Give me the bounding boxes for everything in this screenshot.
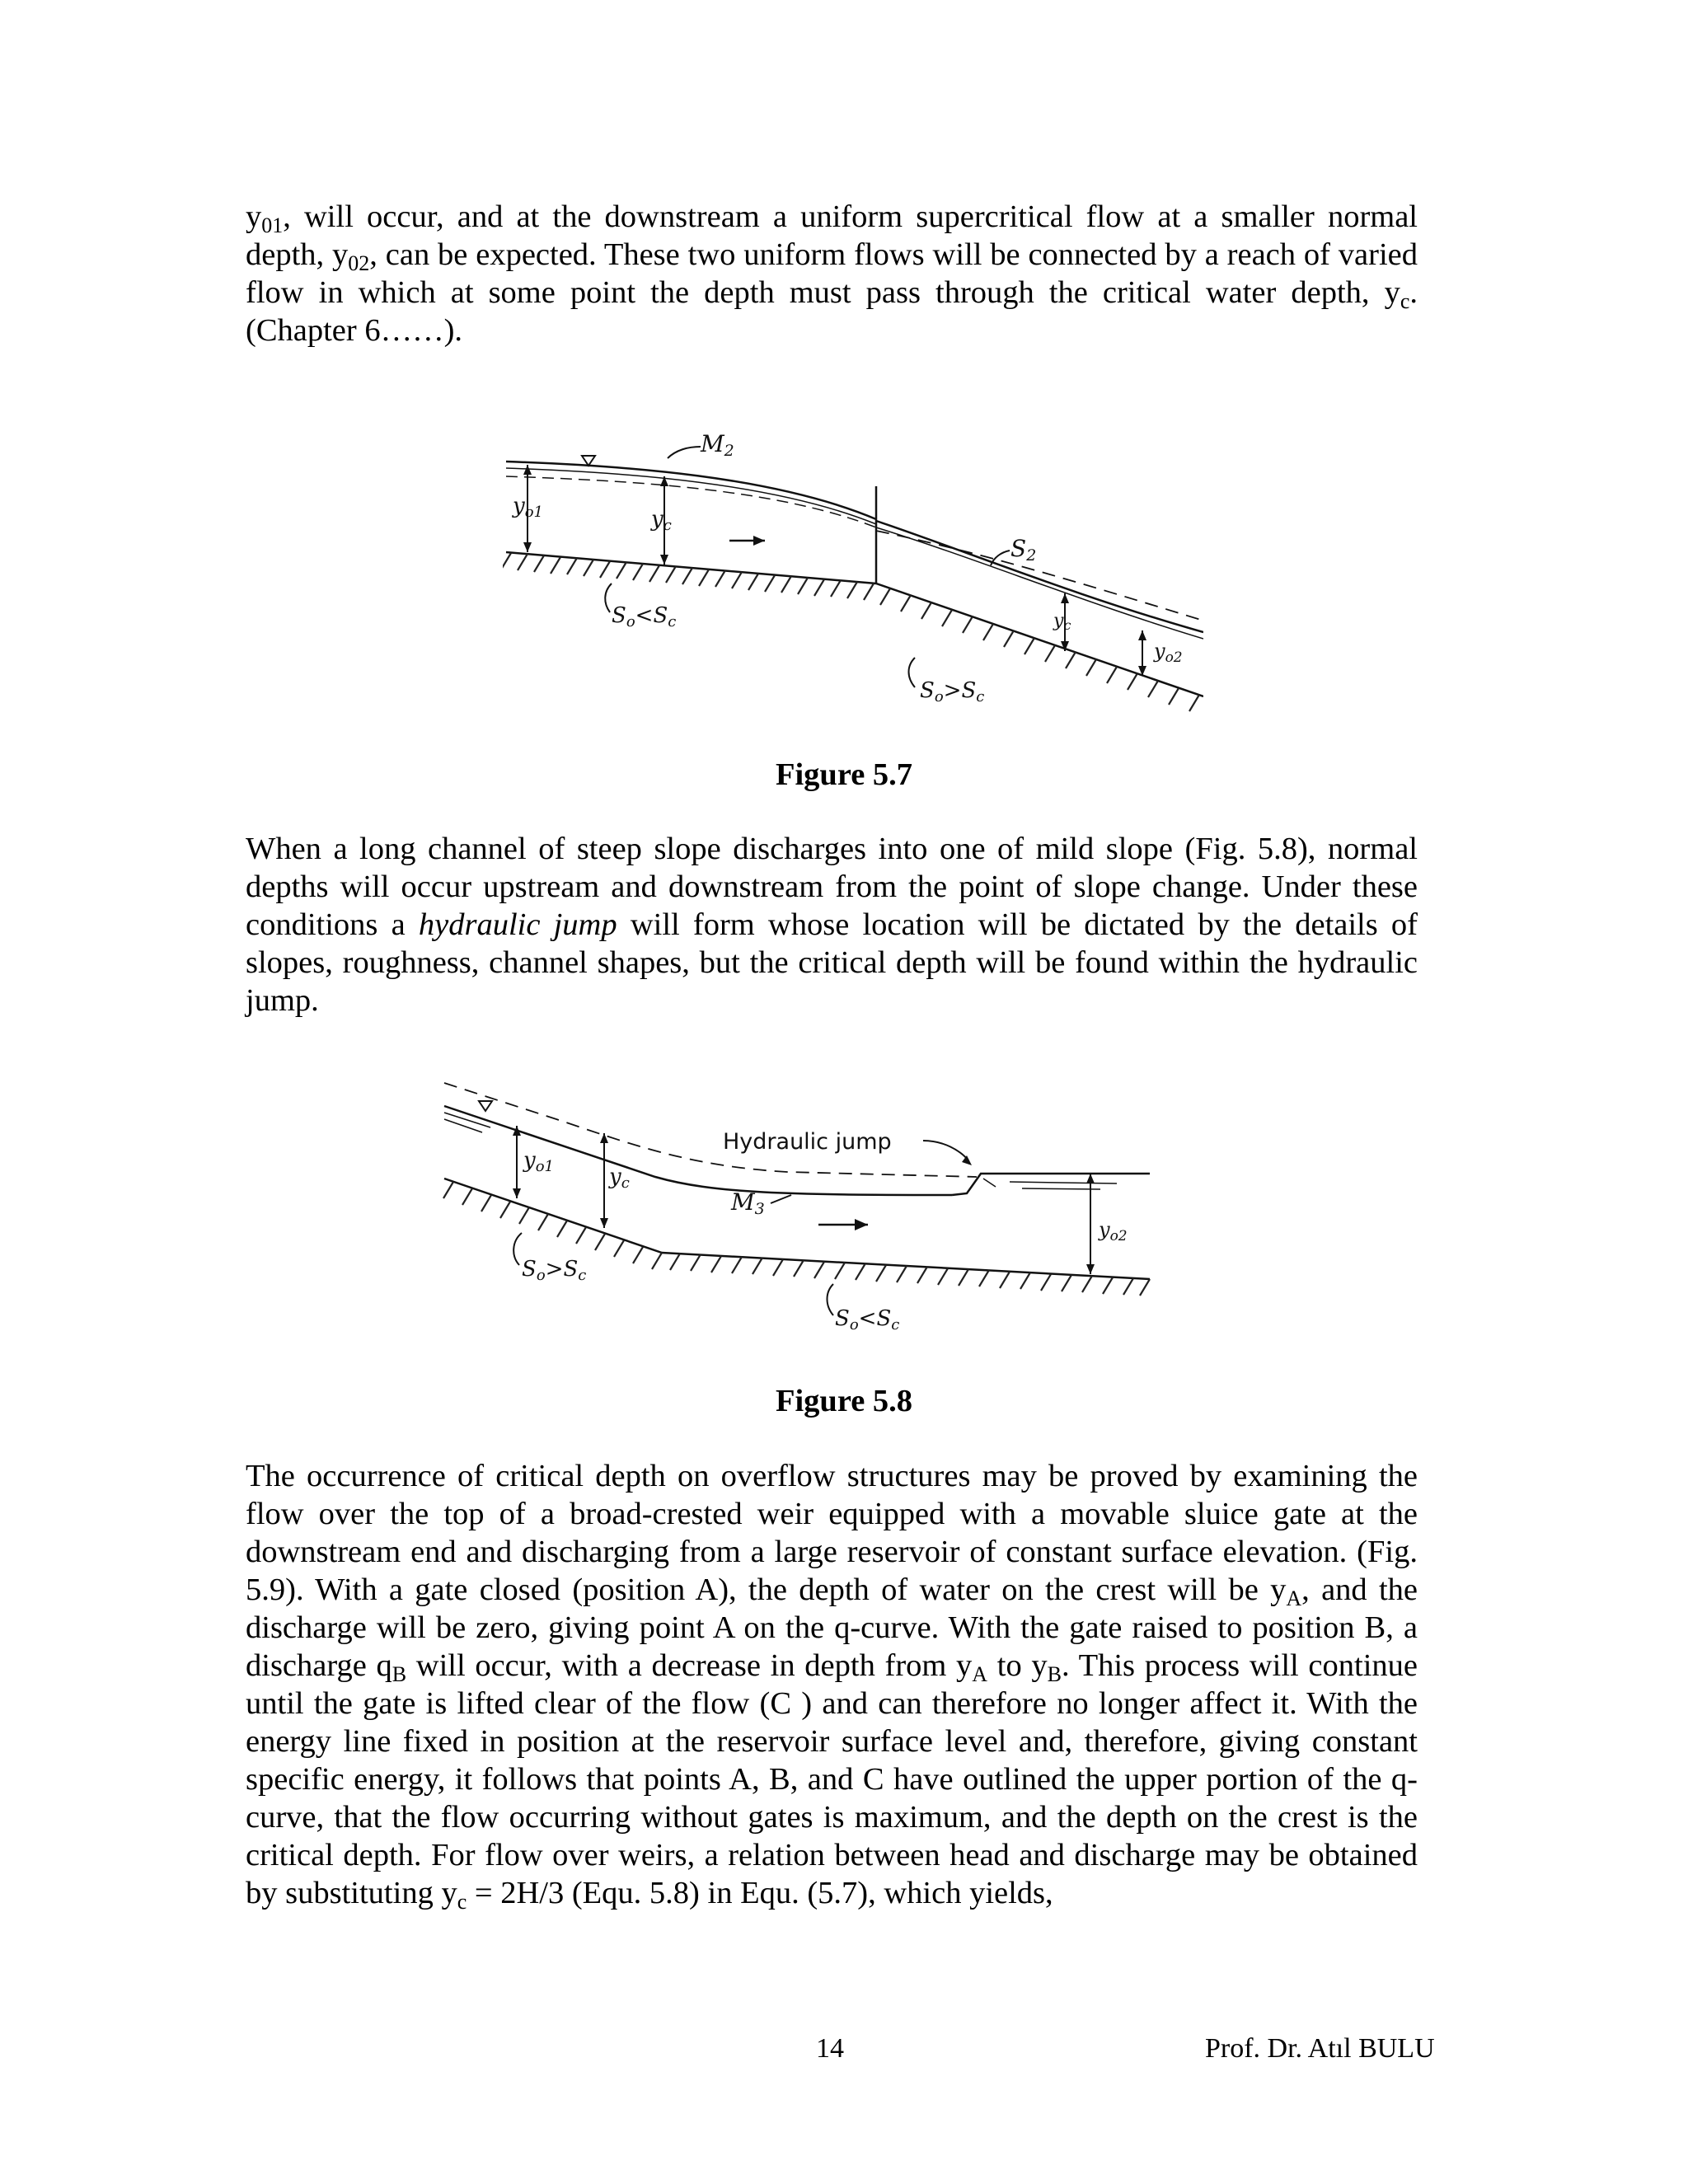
page-number: 14 <box>816 2033 844 2064</box>
so-sc-left-leader <box>605 583 612 612</box>
yc-label: yc <box>609 1165 630 1192</box>
subscript: c <box>1400 289 1410 313</box>
subscript: c <box>457 1890 467 1914</box>
figure-5-8-caption: Figure 5.8 <box>775 1384 913 1418</box>
so-sc-right-leader <box>909 658 916 687</box>
text-run: will occur, with a decrease in depth from <box>406 1648 957 1683</box>
var-y: y <box>441 1876 457 1910</box>
subscript: A <box>1286 1586 1302 1610</box>
subscript: A <box>972 1662 988 1686</box>
paragraph-1 <box>246 198 1418 349</box>
paragraph-2 <box>246 830 1418 1019</box>
so-less-sc-label: So<Sc <box>612 603 677 630</box>
so-sc-left-leader <box>513 1233 522 1265</box>
author-footer: Prof. Dr. Atıl BULU <box>1205 2033 1435 2064</box>
figure-5-7-caption: Figure 5.7 <box>775 757 913 792</box>
m3-label: M3 <box>731 1188 765 1218</box>
so-greater-sc-label: So>Sc <box>920 678 985 705</box>
text-run: , can be expected. These two uniform flows will be connected by a reach of varied flow in which at some point the depth must pass through the critical water depth, <box>246 237 1418 310</box>
text-run: The occurrence of critical depth on overflow structures may be proved by examining the flow over the top of a broad-crested weir equipped with a movable sluice gate at the downstream end and discharging from a large reservoir of constant surface elevation. (Fig. 5.9). With a gate closed (position A), the depth of water on the crest will be <box>246 1459 1418 1607</box>
text-run: , and the discharge will be zero, giving point A on the q-curve. With the gate raised to position B, a discharge <box>246 1572 1418 1683</box>
hydraulic-jump-term: hydraulic jump <box>418 907 617 942</box>
jump-leader <box>923 1141 968 1160</box>
s2-label: S2 <box>1010 535 1037 565</box>
yc-left-label: yc <box>651 507 672 534</box>
water-surface-triangle-icon <box>479 1101 492 1111</box>
text-run: to <box>987 1648 1032 1683</box>
var-y: y <box>1384 275 1400 310</box>
so-sc-right-leader <box>828 1284 834 1315</box>
var-y: y <box>246 199 262 234</box>
subscript: B <box>1047 1662 1062 1686</box>
yo1-label: yo1 <box>513 494 543 521</box>
figure-5-8 <box>441 1071 1166 1352</box>
bed-hatching-left <box>503 553 874 600</box>
m2-label: M2 <box>701 430 734 460</box>
m2-leader <box>668 447 701 458</box>
critical-depth-line-upstream <box>506 476 876 527</box>
subscript: 01 <box>261 213 284 237</box>
yo2-label: $y_{o2}$ <box>1154 640 1183 666</box>
so-greater-sc-label: So>Sc <box>522 1257 587 1284</box>
text-run: . (Chapter 6……). <box>246 275 1418 348</box>
figure-5-7-diagram <box>503 429 1203 721</box>
figure-5-8-diagram <box>441 1071 1166 1352</box>
text-run: . This process will continue until the gate is lifted clear of the flow (C ) and can therefore no longer affect it. With the energy line fixed in position at the reservoir surface level and, therefore, giving constant specific energy, it follows that points A, B, and C have outlined the upper portion of the q-curve, that the flow occurring without gates is maximum, and the depth on the crest is the critical depth. For flow over weirs, a relation between head and discharge may be obtained by substituting <box>246 1648 1418 1910</box>
subscript: 02 <box>348 251 370 275</box>
text-run: When a long channel of steep slope discharges into one of mild slope (Fig. 5.8), normal depths will occur upstream and downstream from the point of slope change. Under these conditions a <box>246 832 1418 942</box>
hydraulic-jump-surface <box>952 1174 1150 1195</box>
subscript: B <box>392 1662 407 1686</box>
figure-5-7 <box>503 429 1203 721</box>
channel-bed <box>506 552 1203 696</box>
yo2-label: $y_{o2}$ <box>1099 1218 1128 1244</box>
critical-depth-line-downstream <box>876 531 1203 621</box>
var-y: y <box>1031 1648 1048 1683</box>
water-surface-downstream <box>876 521 1203 632</box>
text-run: , will occur, and at the downstream a uniform supercritical flow at a smaller normal depth, <box>246 199 1418 272</box>
hydraulic-jump-label: Hydraulic jump <box>723 1129 892 1155</box>
var-y: y <box>1270 1572 1287 1607</box>
so-less-sc-label: So<Sc <box>835 1306 900 1333</box>
yc-right-label: yc <box>1053 611 1071 633</box>
text-run: will form whose location will be dictated by the details of slopes, roughness, channel shapes, but the critical depth will be found within the hydraulic jump. <box>246 907 1418 1018</box>
water-surface-triangle-icon <box>582 456 595 466</box>
var-q: q <box>376 1648 392 1683</box>
m3-leader <box>771 1195 791 1203</box>
yo1-label: yo1 <box>523 1148 554 1175</box>
text-run: = 2H/3 (Equ. 5.8) in Equ. (5.7), which yields, <box>467 1876 1053 1910</box>
var-y: y <box>332 237 349 272</box>
paragraph-3 <box>246 1457 1418 1912</box>
var-y: y <box>956 1648 973 1683</box>
